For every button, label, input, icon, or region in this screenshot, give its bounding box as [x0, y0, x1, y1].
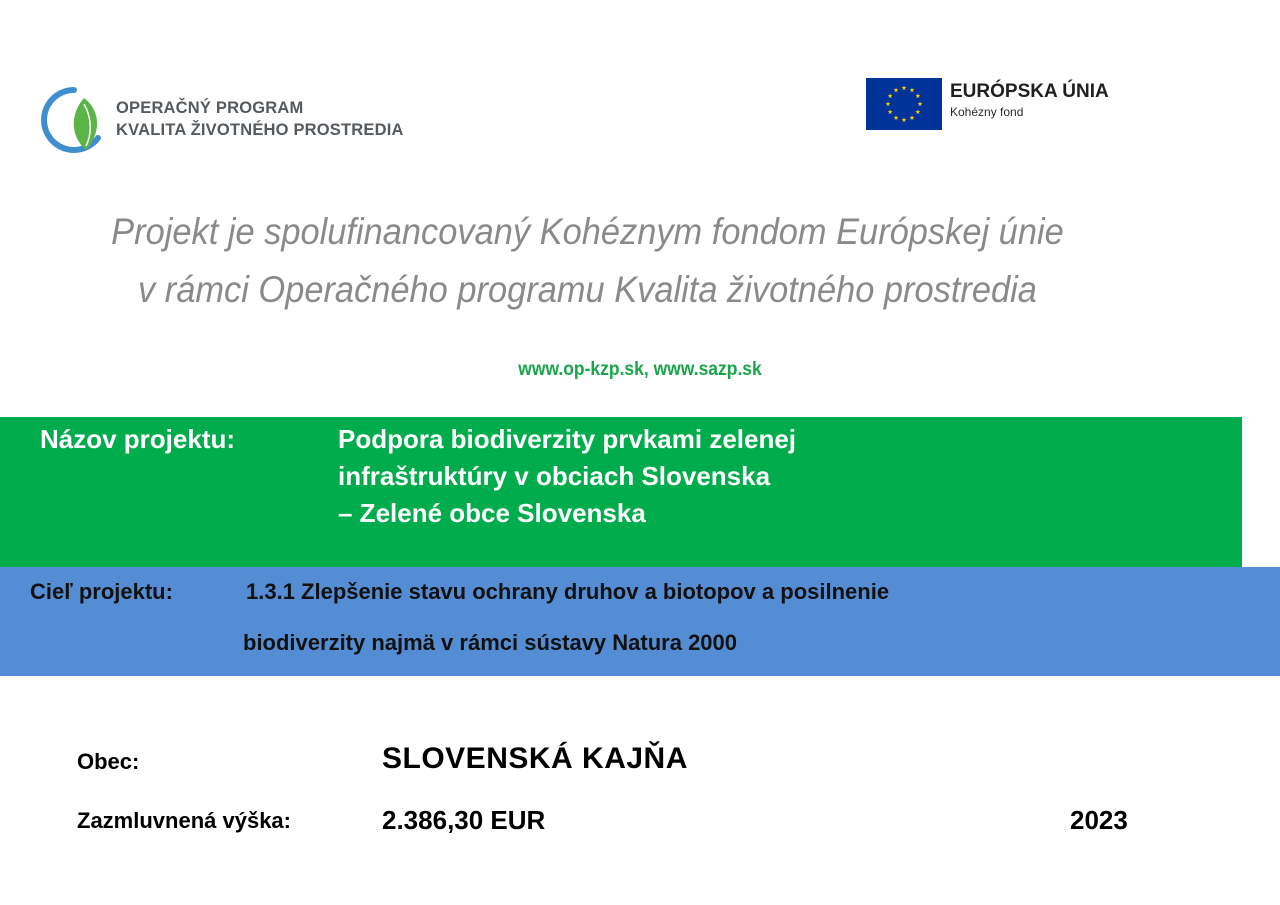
municipality-value: SLOVENSKÁ KAJŇA — [382, 742, 688, 775]
project-name-line1: Podpora biodiverzity prvkami zelenej — [338, 424, 797, 454]
op-kzp-logo — [40, 86, 440, 156]
eu-logo-name: EURÓPSKA ÚNIA — [950, 81, 1109, 102]
headline-line1: Projekt je spolufinancovaný Kohéznym fondom Európskej únie — [111, 211, 1064, 252]
project-name-label: Názov projektu: — [40, 424, 236, 454]
project-goal-line2: biodiverzity najmä v rámci sústavy Natura 2000 — [243, 630, 738, 655]
year-value: 2023 — [1070, 805, 1128, 835]
eu-flag-icon — [866, 78, 942, 130]
project-goal-line1: 1.3.1 Zlepšenie stavu ochrany druhov a biotopov a posilnenie — [246, 579, 890, 604]
project-name-line3: – Zelené obce Slovenska — [338, 498, 646, 528]
municipality-label: Obec: — [77, 749, 140, 774]
op-logo-line1: OPERAČNÝ PROGRAM — [116, 99, 304, 117]
amount-value: 2.386,30 EUR — [382, 805, 546, 835]
eu-logo-fund: Kohézny fond — [950, 105, 1024, 119]
websites-text: www.op-kzp.sk, www.sazp.sk — [518, 359, 762, 380]
headline-line2: v rámci Operačného programu Kvalita životného prostredia — [137, 269, 1037, 310]
eu-logo — [866, 78, 1126, 130]
project-name-line2: infraštruktúry v obciach Slovenska — [338, 461, 771, 491]
op-logo-line2: KVALITA ŽIVOTNÉHO PROSTREDIA — [116, 121, 404, 139]
leaf-circle-icon — [40, 86, 110, 156]
project-goal-label: Cieľ projektu: — [30, 579, 173, 604]
amount-label: Zazmluvnená výška: — [77, 808, 291, 833]
